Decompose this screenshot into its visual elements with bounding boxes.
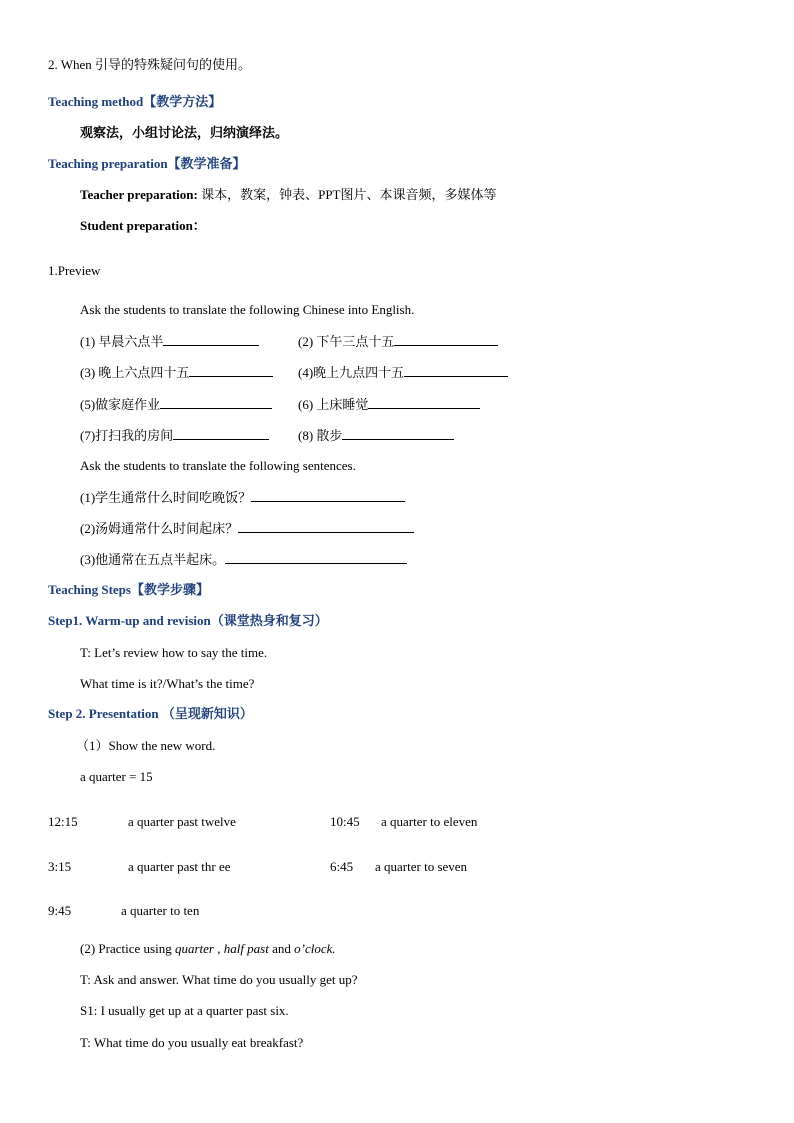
intro-line: 2. When 引导的特殊疑问句的使用。 <box>48 57 252 72</box>
step2-title: Step 2. Presentation （呈现新知识） <box>48 706 253 721</box>
answer-blank <box>189 364 273 377</box>
preview-item-3: (3) 晚上六点四十五 <box>80 364 273 381</box>
answer-blank <box>342 427 454 440</box>
answer-blank <box>394 333 498 346</box>
preview-item-2: (2) 下午三点十五 <box>298 333 498 350</box>
dialog-line-3: T: What time do you usually eat breakfast? <box>80 1035 304 1050</box>
teacher-preparation-label: Teacher preparation: <box>80 187 198 202</box>
preview-title: 1.Preview <box>48 263 101 278</box>
phrase-2: a quarter to eleven <box>381 814 478 829</box>
teaching-preparation-heading: Teaching preparation【教学准备】 <box>48 156 246 171</box>
answer-blank <box>160 396 272 409</box>
step1-line-2: What time is it?/What’s the time? <box>80 676 255 691</box>
step2-sub1: （1）Show the new word. <box>76 738 216 753</box>
phrase-4: a quarter to seven <box>375 859 468 874</box>
teaching-method-content: 观察法，小组讨论法，归纳演绎法。 <box>80 125 289 140</box>
step1-line-1: T: Let’s review how to say the time. <box>80 645 268 660</box>
phrase-5: a quarter to ten <box>121 903 200 918</box>
quarter-definition: a quarter = 15 <box>80 769 153 784</box>
preview-item-7: (7)打扫我的房间 <box>80 427 269 444</box>
time-2: 10:45 <box>330 814 360 829</box>
time-5: 9:45 <box>48 903 72 918</box>
preview-sentence-2: (2)汤姆通常什么时间起床？ <box>80 520 414 537</box>
preview-item-1: (1) 早晨六点半 <box>80 333 259 350</box>
phrase-3: a quarter past thr ee <box>128 859 231 874</box>
answer-blank <box>173 427 269 440</box>
answer-blank <box>225 551 407 564</box>
student-preparation-label: Student preparation： <box>80 218 206 233</box>
time-1: 12:15 <box>48 814 78 829</box>
dialog-line-1: T: Ask and answer. What time do you usually get up? <box>80 972 358 987</box>
preview-sentence-3: (3)他通常在五点半起床。 <box>80 551 407 568</box>
time-4: 6:45 <box>330 859 354 874</box>
practice-line: (2) Practice using quarter , half past and o’clock. <box>80 941 336 956</box>
preview-instruction-1: Ask the students to translate the following Chinese into English. <box>80 302 415 317</box>
step1-title: Step1. Warm-up and revision（课堂热身和复习） <box>48 613 328 628</box>
teacher-preparation-content: 课本，教案，钟表、PPT图片、本课音频，多媒体等 <box>197 187 497 202</box>
answer-blank <box>238 520 414 533</box>
answer-blank <box>368 396 480 409</box>
teaching-method-heading: Teaching method【教学方法】 <box>48 94 222 109</box>
preview-item-8: (8) 散步 <box>298 427 454 444</box>
answer-blank <box>404 364 508 377</box>
preview-instruction-2: Ask the students to translate the following sentences. <box>80 458 356 473</box>
teaching-steps-heading: Teaching Steps【教学步骤】 <box>48 582 209 597</box>
dialog-line-2: S1: I usually get up at a quarter past six. <box>80 1003 289 1018</box>
phrase-1: a quarter past twelve <box>128 814 236 829</box>
preview-item-4: (4)晚上九点四十五 <box>298 364 508 381</box>
teacher-preparation-line <box>80 187 497 203</box>
preview-sentence-1: (1)学生通常什么时间吃晚饭？ <box>80 489 405 506</box>
time-3: 3:15 <box>48 859 72 874</box>
answer-blank <box>251 489 405 502</box>
preview-item-5: (5)做家庭作业 <box>80 396 272 413</box>
preview-item-6: (6) 上床睡觉 <box>298 396 480 413</box>
answer-blank <box>163 333 259 346</box>
